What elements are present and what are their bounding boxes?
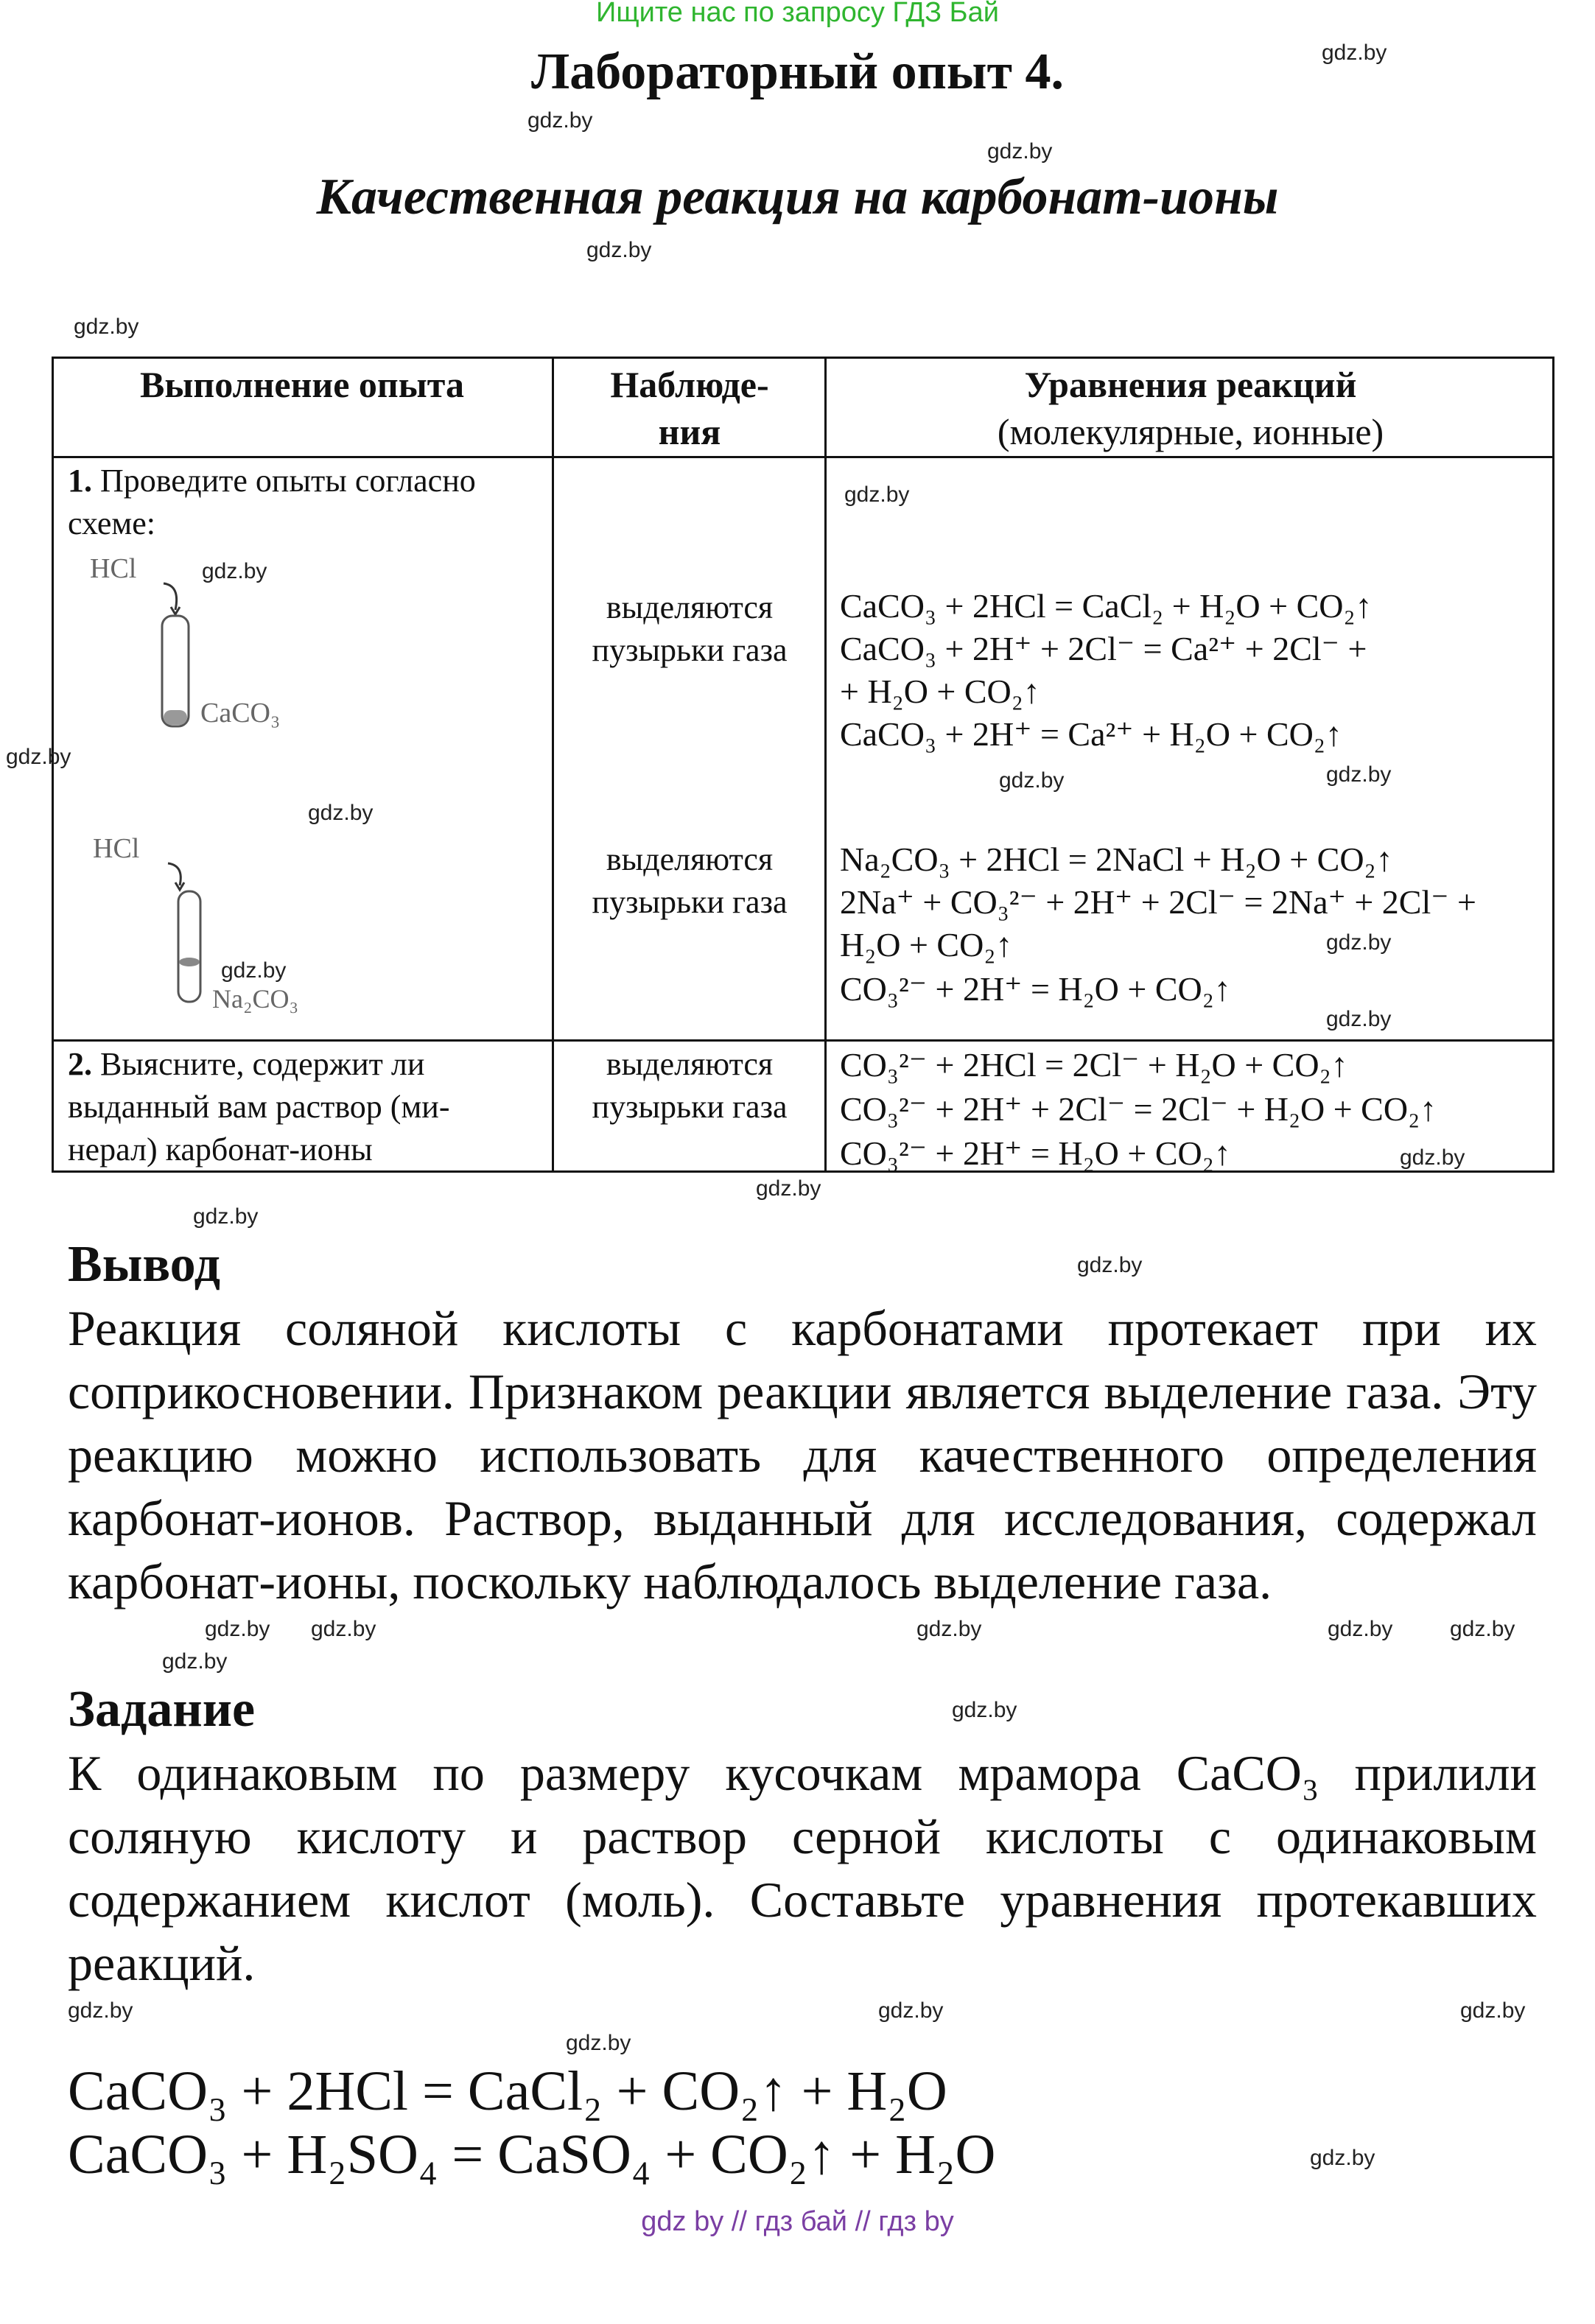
- task-number: 1.: [68, 463, 92, 499]
- task-text: нерал) карбонат-ионы: [68, 1131, 373, 1168]
- watermark: gdz.by: [566, 2031, 631, 2055]
- watermark: gdz.by: [221, 958, 287, 983]
- watermark: gdz.by: [202, 559, 267, 583]
- equation: Na₂CO₃ + 2HCl = 2NaCl + H₂O + CO₂↑: [840, 840, 1393, 878]
- watermark: gdz.by: [952, 1698, 1017, 1722]
- answer-equation-row: [68, 2123, 1537, 2186]
- equations-na2co3: [840, 838, 1476, 1011]
- watermark: gdz.by: [68, 1998, 133, 2023]
- task-2: [68, 1043, 449, 1171]
- task-text: Выясните, содержит ли: [92, 1046, 425, 1082]
- reagent-label: HCl: [93, 833, 140, 864]
- equation: CaCO₃ + 2H⁺ = Ca²⁺ + H₂O + CO₂↑: [840, 715, 1342, 753]
- watermark-row: [68, 1995, 1537, 2027]
- test-tube-diagram: [74, 545, 324, 1017]
- watermark: gdz.by: [1400, 1145, 1465, 1170]
- footer-links[interactable]: gdz by // гдз бай // гдз by: [641, 2206, 954, 2237]
- watermark-row: [68, 1613, 1537, 1646]
- equation: + H₂O + CO₂↑: [840, 673, 1040, 710]
- watermark: gdz.by: [1326, 1007, 1392, 1031]
- watermark: gdz.by: [1460, 1998, 1526, 2023]
- task-number: 2.: [68, 1046, 92, 1082]
- page-subtitle: Качественная реакция на карбонат-ионы: [316, 169, 1279, 225]
- watermark: gdz.by: [878, 1998, 944, 2023]
- reagent-label: HCl: [90, 553, 137, 584]
- observation-2: [554, 838, 825, 924]
- watermark: gdz.by: [74, 315, 139, 339]
- watermark: gdz.by: [193, 1204, 259, 1229]
- observation-line: пузырьки газа: [592, 632, 788, 668]
- header-observations-line: Наблюде-: [610, 364, 769, 405]
- watermark: gdz.by: [586, 238, 652, 262]
- watermark: gdz.by: [1326, 762, 1392, 787]
- watermark: gdz.by: [308, 801, 374, 825]
- watermark: gdz.by: [844, 482, 910, 507]
- observation-line: выделяются: [606, 841, 774, 877]
- conclusion-text: Реакция соляной кислоты с карбонатами протекает при их соприкосновении. Признаком реакции является выделение газа. Эту реакцию можно использовать для качественного определения карбонат-ионов. Раствор, выданный для исследования, содержал карбонат-ионы, поскольку наблюдалось выделение газа.: [68, 1300, 1537, 1609]
- watermark: gdz.by: [162, 1649, 228, 1674]
- equation: 2Na⁺ + CO₃²⁻ + 2H⁺ + 2Cl⁻ = 2Na⁺ + 2Cl⁻ +: [840, 883, 1476, 921]
- solution-icon: [179, 958, 200, 966]
- answer-equation: CaCO₃ + H₂SO₄ = CaSO₄ + CO₂↑ + H₂O: [68, 2124, 996, 2186]
- answer-equation: CaCO₃ + 2HCl = CaCl₂ + CO₂↑ + H₂O: [68, 2060, 947, 2122]
- conclusion-heading-row: [68, 1233, 1537, 1296]
- lower-section: [68, 1201, 1537, 2238]
- equation: CaCO₃ + 2HCl = CaCl₂ + H₂O + CO₂↑: [840, 587, 1373, 625]
- header-observations-line: ния: [658, 411, 721, 452]
- watermark: gdz.by: [1450, 1617, 1515, 1641]
- watermark-row: [68, 1201, 1537, 1233]
- observation-3: [554, 1043, 825, 1128]
- watermark: gdz.by: [1077, 1253, 1143, 1277]
- header-equations-subline: (молекулярные, ионные): [997, 411, 1384, 452]
- task-text: К одинаковым по размеру кусочкам мрамора CaCO₃ прилили соляную кислоту и раствор серной кислоты с одинаковым содержанием кислот (моль). Составьте уравнения протекавших реакций.: [68, 1745, 1537, 1991]
- equation: CaCO₃ + 2H⁺ + 2Cl⁻ = Ca²⁺ + 2Cl⁻ +: [840, 630, 1367, 667]
- watermark-row: [68, 1646, 1537, 1678]
- watermark: gdz.by: [205, 1617, 270, 1641]
- table-divider: [52, 1039, 1554, 1042]
- equation: CO₃²⁻ + 2H⁺ = H₂O + CO₂↑: [840, 1134, 1231, 1172]
- page-title: Лабораторный опыт 4.: [531, 43, 1064, 100]
- watermark: gdz.by: [999, 768, 1065, 793]
- watermark: gdz.by: [527, 108, 593, 133]
- watermark-row: [68, 2027, 1537, 2060]
- header-equations: [827, 361, 1554, 455]
- equation: CO₃²⁻ + 2HCl = 2Cl⁻ + H₂O + CO₂↑: [840, 1046, 1348, 1084]
- observation-line: пузырьки газа: [592, 884, 788, 920]
- equation: CO₃²⁻ + 2H⁺ + 2Cl⁻ = 2Cl⁻ + H₂O + CO₂↑: [840, 1090, 1437, 1128]
- arrow-icon: [164, 583, 177, 610]
- equation: CO₃²⁻ + 2H⁺ = H₂O + CO₂↑: [840, 970, 1231, 1008]
- task-text: выданный вам раствор (ми-: [68, 1089, 450, 1125]
- header-procedure: Выполнение опыта: [140, 364, 464, 405]
- test-tube-icon: [162, 616, 189, 726]
- observation-line: выделяются: [606, 589, 774, 625]
- conclusion-heading: Вывод: [68, 1236, 221, 1293]
- watermark: gdz.by: [987, 139, 1053, 164]
- watermark: gdz.by: [6, 745, 71, 769]
- substance-label: Na₂CO₃: [212, 984, 299, 1014]
- watermark: gdz.by: [916, 1617, 982, 1641]
- watermark: gdz.by: [1326, 930, 1392, 955]
- task-heading-row: [68, 1678, 1537, 1741]
- watermark: gdz.by: [311, 1617, 376, 1641]
- arrow-icon: [168, 863, 180, 885]
- header-equations-line: Уравнения реакций: [1024, 364, 1357, 405]
- equations-carbonate: [840, 1043, 1437, 1176]
- task-1-line: схеме:: [68, 505, 155, 541]
- equation: H₂O + CO₂↑: [840, 926, 1013, 963]
- test-tube-icon: [178, 891, 200, 1002]
- observation-line: пузырьки газа: [592, 1089, 788, 1125]
- watermark: gdz.by: [756, 1176, 821, 1201]
- observation-1: [554, 586, 825, 672]
- equations-caco3: [840, 585, 1373, 756]
- watermark: gdz.by: [1322, 41, 1387, 65]
- observation-line: выделяются: [606, 1046, 774, 1082]
- substance-label: CaCO₃: [200, 698, 281, 729]
- task-1-line: [68, 460, 476, 502]
- watermark: gdz.by: [1328, 1617, 1393, 1641]
- header-observations: [554, 361, 825, 455]
- sediment-icon: [164, 710, 187, 725]
- table-divider: [52, 456, 1554, 458]
- task-heading: Задание: [68, 1681, 256, 1738]
- top-banner[interactable]: Ищите нас по запросу ГДЗ Бай: [596, 0, 999, 28]
- watermark: gdz.by: [1310, 2146, 1375, 2170]
- task-text: Проведите опыты согласно: [92, 463, 476, 499]
